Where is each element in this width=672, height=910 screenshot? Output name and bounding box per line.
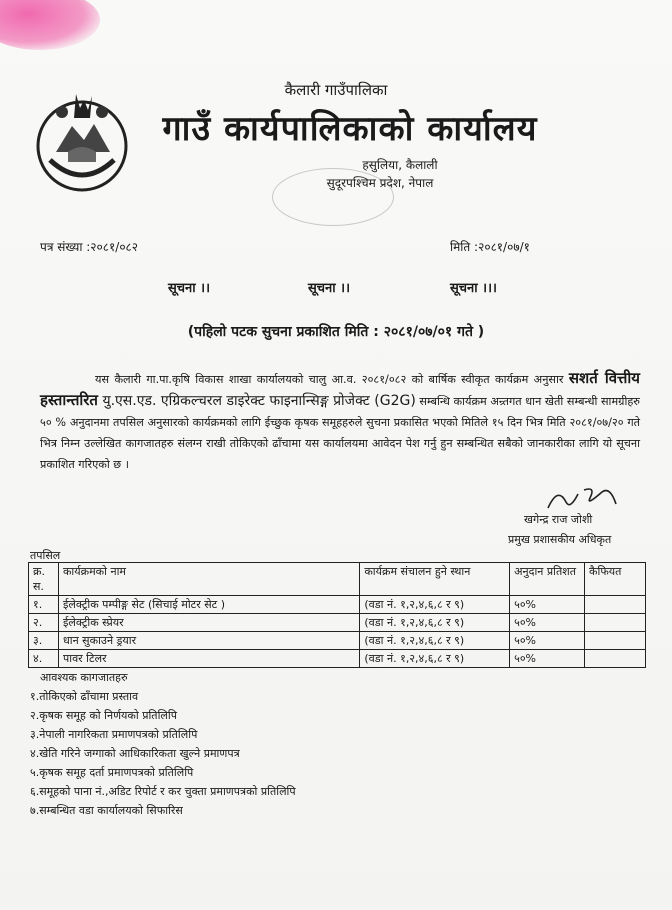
cell-location: (वडा नं. १,२,४,६,८ र ९)	[360, 596, 510, 614]
office-province: सुदूरपश्चिम प्रदेश, नेपाल	[326, 176, 434, 190]
table-row	[29, 650, 646, 668]
program-table	[28, 562, 646, 668]
cell-subsidy: ५०%	[510, 650, 585, 668]
list-item: ६.समूहको पाना नं.,अडिट रिपोर्ट र कर चुक्ता प्रमाणपत्रको प्रतिलिपि	[30, 785, 296, 798]
col-header-subsidy: अनुदान प्रतिशत	[510, 563, 585, 596]
schedule-label: तपसिल	[30, 549, 61, 562]
col-header-program: कार्यक्रमको नाम	[58, 563, 359, 596]
required-documents-title: आवश्यक कागजातहरु	[40, 671, 128, 684]
list-item: ४.खेति गरिने जग्गाको आधिकारिकता खुल्ने प्रमाणपत्र	[30, 747, 240, 760]
cell-sn: ४.	[29, 650, 59, 668]
required-documents-list	[30, 687, 296, 820]
list-item: ५.कृषक समूह दर्ता प्रमाणपत्रको प्रतिलिपि	[30, 766, 194, 779]
cell-program: धान सुकाउने ड्रयार	[58, 632, 359, 650]
table-row	[29, 632, 646, 650]
pink-highlight-mark	[0, 0, 100, 50]
cell-remarks	[585, 632, 646, 650]
list-item: १.तोकिएको ढाँचामा प्रस्ताव	[30, 690, 139, 703]
body-part-2: सशर्त वित्तीय हस्तान्तरित	[40, 369, 641, 409]
publication-date-line: (पहिलो पटक सुचना प्रकाशित मिति : २०८१/०७/०१ गते )	[187, 324, 485, 340]
body-part-4: सम्बन्धि कार्यक्रम अन्र्तगत धान खेती सम्बन्धी सामग्रीहरु ५० % अनुदानमा तपसिल अनुसारको कार्यक्रमको लागि ईच्छुक कृषक समूहहरुले सुचना प्रकासित भएको मितिले १५ दिन भित्र मिति २०८१/०७/२० गते भित्र निम्न उल्लेखित कागजातहरु संलग्न राखी तोकिएको ढाँचामा यस कार्यालयमा आवेदन पेश गर्नु हुन सम्बन्धित सबैको जानकारीका लागि यो सूचना प्रकाशित गरिएको छ ।	[40, 395, 640, 471]
table-header-row	[29, 563, 646, 596]
cell-subsidy: ५०%	[510, 614, 585, 632]
office-stamp	[272, 168, 394, 226]
cell-location: (वडा नं. १,२,४,६,८ र ९)	[360, 632, 510, 650]
cell-remarks	[585, 596, 646, 614]
cell-subsidy: ५०%	[510, 596, 585, 614]
nepal-emblem-icon	[32, 90, 132, 194]
list-item: २.कृषक समूह को निर्णयको प्रतिलिपि	[30, 709, 177, 722]
cell-sn: २.	[29, 614, 59, 632]
cell-sn: ३.	[29, 632, 59, 650]
body-part-3: यु.एस.एड. एग्रिकल्चरल डाइरेक्ट फाइनान्सिङ्ग प्रोजेक्ट (G2G)	[97, 393, 416, 409]
cell-program: पावर टिलर	[58, 650, 359, 668]
municipality-name: कैलारी गाउँपालिका	[284, 81, 388, 99]
cell-program: ईलेक्ट्रीक पम्पीङ्ग सेट (सिचाई मोटर सेट )	[58, 596, 359, 614]
table-row	[29, 614, 646, 632]
office-title: गाउँ कार्यपालिकाको कार्यालय	[162, 109, 538, 149]
cell-location: (वडा नं. १,२,४,६,८ र ९)	[360, 650, 510, 668]
letter-number: पत्र संख्या :२०८१/०८२	[40, 240, 139, 254]
cell-subsidy: ५०%	[510, 632, 585, 650]
table-row	[29, 596, 646, 614]
list-item: ३.नेपाली नागरिकता प्रमाणपत्रको प्रतिलिपि	[30, 728, 198, 741]
notice-body	[40, 368, 640, 475]
notice-label-1: सूचना ।।	[168, 281, 211, 296]
col-header-location: कार्यक्रम संचालन हुने स्थान	[360, 563, 510, 596]
notice-label-2: सूचना ।।	[308, 281, 351, 296]
signatory-name: खगेन्द्र राज जोशी	[524, 513, 593, 526]
cell-remarks	[585, 650, 646, 668]
cell-remarks	[585, 614, 646, 632]
list-item: ७.सम्बन्धित वडा कार्यालयको सिफारिस	[30, 804, 183, 817]
col-header-sn: क्र. स.	[29, 563, 59, 596]
signatory-title: प्रमुख प्रशासकीय अधिकृत	[508, 533, 612, 546]
body-part-1: यस कैलारी गा.पा.कृषि विकास शाखा कार्यालयको चालु आ.व. २०८१/०८२ को बार्षिक स्वीकृत कार्यक्रम अनुसार	[95, 373, 569, 386]
letter-date: मिति :२०८१/०७/१	[450, 240, 530, 254]
office-location: हसुलिया, कैलाली	[362, 158, 438, 172]
cell-program: ईलेक्ट्रीक स्प्रेयर	[58, 614, 359, 632]
cell-location: (वडा नं. १,२,४,६,८ र ९)	[360, 614, 510, 632]
col-header-remarks: कैफियत	[585, 563, 646, 596]
signature-mark	[544, 484, 624, 514]
notice-label-3: सूचना ।।।	[450, 281, 497, 296]
cell-sn: १.	[29, 596, 59, 614]
